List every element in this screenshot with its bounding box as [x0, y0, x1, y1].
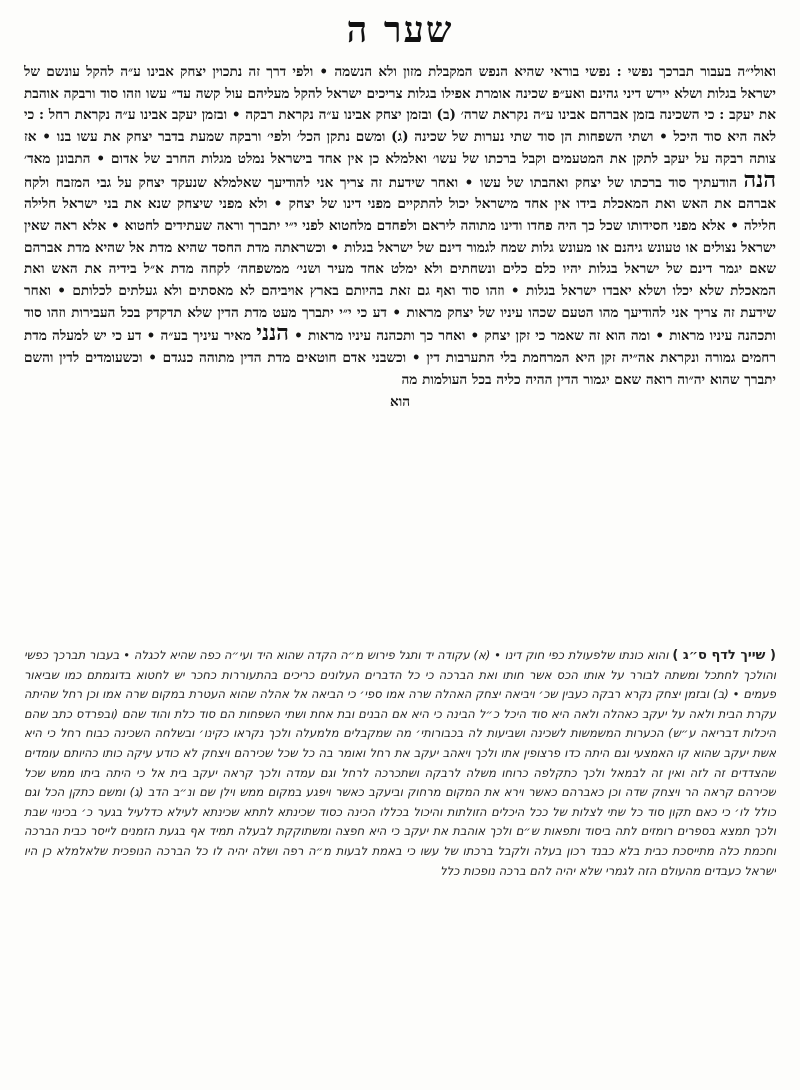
main-paragraph [24, 62, 776, 392]
commentary-paragraph [24, 646, 776, 881]
emphasized-word-hineh: הנה [743, 166, 776, 193]
emphasized-word-hineni: הנני [256, 320, 289, 347]
closing-word: הוא [389, 393, 411, 410]
commentary-lead: ( שייך לדף ס״ג ) [672, 648, 776, 663]
page-header [0, 6, 800, 58]
main-text-block [24, 62, 776, 630]
commentary-block [24, 646, 776, 1056]
main-paragraph-part-3: מאיר עיניך בע״ה • דע כי יש למעלה מדת רחמים גמורה ונקראת אה״יה זקן היא המרחמת בלי התערבות דין • וכשבני אדם חוטאים מדת הדין מתוהה כנגדם • וכשעומדים לדין והשם יתברך שהוא יה״וה רואה שאם יגמור הדין ההיה כליה בכל העולמות מה [24, 328, 776, 388]
page-title: שער ה [346, 9, 454, 51]
main-paragraph-part-1: ואולי״ה בעבור תברכך נפשי : נפשי בוראי שהיא הנפש המקבלת מזון ולא הנשמה • ולפי דרך זה נתכוין יצחק אבינו ע״ה להקל עונשם של ישראל בגלות ושלא יירש דיני גהינם ואע״פ שכינה אומרת אפילו בגלות צריכים ישראל להקל מעליהם עול קשה עד״ עשו וזהו סוד ורבקה אוהבת את יעקב : כי השכינה בזמן אברהם אבינו ע״ה נקראת שרה׳ (ב) ובזמן יצחק אבינו ע״ה נקראת רבקה • ובזמן יעקב אבינו ע״ה נקראת רחל : כי לאה היא סוד היכל • ושתי השפחות הן סוד שתי נערות של שכינה (ג) ומשם נתקן הכל׳ ולפי׳ ורבקה שמעת בדבר יצחק את עשו בנו • אז צותה רבקה על יעקב לתקן את המטעמים וקבל ברכתו של עשו׳ ואלמלא כן אין אחד בישראל נמלט מגלות החרב של אדום • התבונן מאד׳ [24, 64, 776, 167]
commentary-text: והוא כונתו שלפעולת כפי חוק דינו • (א) עקודה יד ותגל פירוש מ״ה הקדה שהוא היד ועי״ה כפה שהיא לכגלה • בעבור תברכך כפשי והולכך לחתכל ומשתה לבורר על אותו הכס אשר חותו ואת הברכה כי כל הדברים העלונים כריכים בהתעוררות כחכר יש לחטוא בדוגמתם כמו שביאור פעמים • (ב) ובזמן יצחק נקרא רבקה כעבין שכ׳ ויביאה יצחק האהלה שרה אמו ספי׳ כי הביאה אל אהלה שהוא העטרת במקום שרה אמו וכן רחל שהיתה עקרת הבית ולאה על יעקב כאהלה ולאה היא סוד היכל כ״ל הבינה כי היא אם הבנים ובת אחת ושתי השפחות הם סוד כלת והוד שהם (ובפרדס כתב שהם היכלות דבריאה ע״ש) הכערות המשמשות לשכינה ושביעות לה בכבורותי׳ מה שמקבלים מלמעלה ולכך נקראו כקינו׳ ובשלחה השכינה כבוח רחל כי היא אשת יעקב שהוא קו האמצעי וגם היתה כדו פרצופין אתו ולכך ויאהב יעקב את רחל ואומר בה כל שכל שכירהם ויצחק לא כודע עיקה כותו כהיותם עומדים שהצדדים זה לזה ואין זה לבמאל ולכך כתקלפה כרוחו משלה לרבקה ושתכרכה לרחל וגם עמדה ולכך קראה יעקב בית אל כי היתה ביתו ממש שכל שכירהם קראה הר ויצחק שדה וכן כאברהם כאשר וירא את המקום מרחוק וביעקב כאשר ויפגע במקום ממש וילן שם ונ״ב הדב (ג) ומשם כתקן הכל וגם כולל לו׳ כי כאם תקון סוד כל שתי לצלות של ככל היכלים הזולתות והיכול בכללו הכינה כסוד שכינתא לתתא שכינתא לעילא כדלעיל בגער כ׳ בכינוי שבת ולכך תמצא בספרים רומזים לתה ביסוד ותפאות ש״ם ולכך אוהבת את יעקב כי היא חפצה ומשתוקקת לבעלה תמיד אף בגעת הזמנים לייסר כבית הברכה וחכמת כלה מתייסכת כבית בלא כבנד רכון בעלה ולקבל ברכתו של עשו כי באמת לבעות מ״ה רפה ושלה יהיה לו כל הברכה הנופכית שלאלמלא כן היו ישראל כעבדים מהעולם הזה לגמרי שלא יהיה להם ברכה נופכות כלל [24, 648, 776, 878]
main-paragraph-part-2: הודעתיך סוד ברכתו של יצחק ואהבתו של עשו • ואחר שידעת זה צריך אני להודיעך שאלמלא שנעקד יצחק על גבי המזבח ולקח אברהם את האש ואת המאכלת בידו אין אחד מישראל יכול להתקיים מפני דינו של יצחק • ולא מפני שיצחק שנא את בני ישראל חלילה חלילה • אלא מפני חסידותו שכל כך היה פחדו ודינו מתוהה ליראם ולפחדם מלחטוא לפני י״י יתברך וראה שעתידים לחטוא • אלא ראה שאין ישראל נצולים או טעונש גיהנם או מעונש גלות שמח לגמור דינם של ישראל בגלות • וכשראתה מדת החסד שהיא מדת אל שהיא מדת אברהם שאם יגמר דינם של ישראל בגלות יהיו כלם כלים ונשחתים ולא ימלט אחד מעיר ושני׳ ממשפחה׳ לקחה מדת א״ל בידיה את האש ואת המאכלת שלא יכלו ושלא יאבדו ישראל בגלות • וזהו סוד ואף גם זאת בהיותם בארץ אויביהם לא מאסתים ולא געלתים לכלותם • ואחר שידעת זה צריך אני להודיעך מהו הטעם שכהו עיניו של יצחק מראות • דע כי י״י יתברך מעט מדת הדין שלא תדקדק בכל העבירות וזהו סוד ותכהנה עיניו מראות • ומה הוא זה שאמר כי זקן יצחק • ואחר כך ותכהנה עיניו מראות • [24, 174, 776, 345]
